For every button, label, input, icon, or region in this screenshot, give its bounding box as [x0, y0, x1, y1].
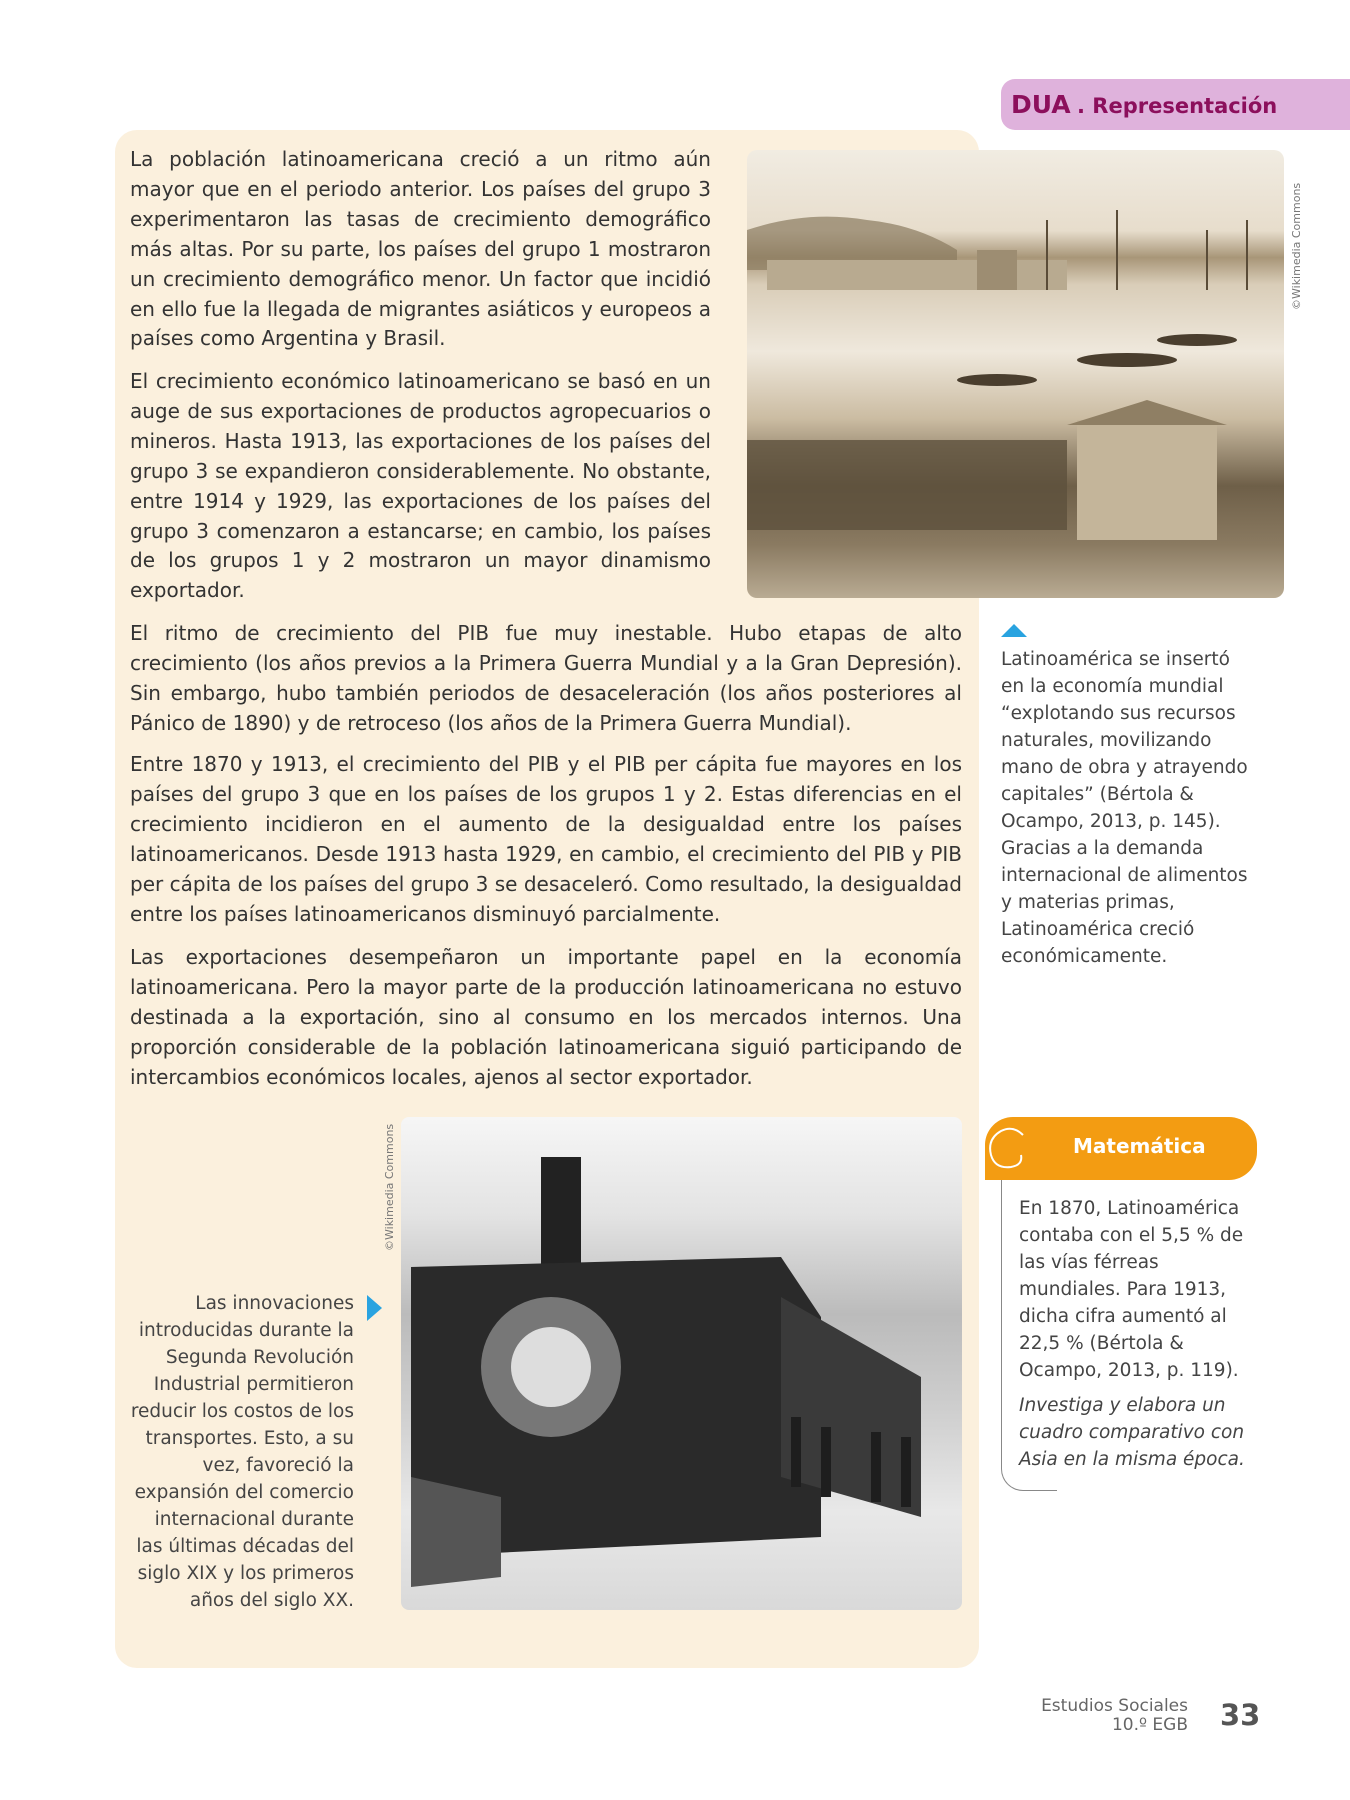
matematica-title: Matemática — [1073, 1134, 1206, 1158]
footer-subject: Estudios Sociales — [1041, 1696, 1188, 1716]
dua-label: DUA — [1011, 90, 1071, 119]
paragraph-1: La población latinoamericana creció a un ritmo aún mayor que en el periodo anterior. Los países del grupo 3 experimentaron las tasas de crecimiento demográfico más altas. Por su parte, los países del grupo 1 mostraron un crecimiento demográfico menor. Un factor que incidió en ello fue la llegada de migrantes asiáticos y europeos a países como Argentina y Brasil. — [130, 147, 711, 351]
paragraph-5: Las exportaciones desempeñaron un importante papel en la economía latinoamericana. Pero la mayor parte de la producción latinoamericana no estuvo destinada a la exportación, sino al consumo en los mercados internos. Una proporción considerable de la población latinoamericana siguió participando de intercambios económicos locales, ajenos al sector exportador. — [130, 945, 962, 1089]
footer-book — [980, 1697, 1188, 1735]
matematica-body: En 1870, Latinoamérica contaba con el 5,5 % de las vías férreas mundiales. Para 1913, dicha cifra aumentó al 22,5 % (Bértola & Ocampo, 2013, p. 119). — [1019, 1198, 1244, 1381]
triangle-right-icon — [367, 1295, 382, 1321]
train-caption: Las innovaciones introducidas durante la Segunda Revolución Industrial permitieron reducir los costos de los transportes. Esto, a su vez, favoreció la expansión del comercio internacional durante las últimas décadas del siglo XIX y los primeros años del siglo XX. — [130, 1293, 354, 1611]
harbor-photo — [747, 150, 1284, 598]
math-connector-icon — [983, 1125, 1033, 1175]
footer-grade: 10.º EGB — [1111, 1715, 1188, 1735]
train-photo — [401, 1117, 962, 1610]
page-number: 33 — [1220, 1698, 1261, 1732]
matematica-task: Investiga y elabora un cuadro comparativo con Asia en la misma época. — [1019, 1395, 1245, 1470]
paragraph-4: Entre 1870 y 1913, el crecimiento del PIB y el PIB per cápita fue mayores en los países del grupo 3 que en los países de los grupos 1 y 2. Estas diferencias en el crecimiento incidieron en el aumento de la desigualdad entre los países latinoamericanos. Desde 1913 hasta 1929, en cambio, el crecimiento del PIB y PIB per cápita de los países del grupo 3 se desaceleró. Como resultado, la desigualdad entre los países latinoamericanos disminuyó parcialmente. — [130, 752, 962, 926]
triangle-up-icon — [1001, 624, 1027, 638]
harbor-caption: Latinoamérica se insertó en la economía mundial “explotando sus recursos naturales, movilizando mano de obra y atrayendo capitales” (Bértola & Ocampo, 2013, p. 145). Gracias a la demanda internacional de alimentos y materias primas, Latinoamérica creció económicamente. — [1001, 649, 1248, 967]
dua-subtitle: . Representación — [1077, 94, 1278, 118]
matematica-header — [985, 1117, 1257, 1180]
paragraph-3: El ritmo de crecimiento del PIB fue muy inestable. Hubo etapas de alto crecimiento (los años previos a la Primera Guerra Mundial y a la Gran Depresión). Sin embargo, hubo también periodos de desaceleración (los años posteriores al Pánico de 1890) y de retroceso (los años de la Primera Guerra Mundial). — [130, 621, 962, 735]
train-photo-credit: ©Wikimedia Commons — [383, 1123, 396, 1251]
harbor-photo-credit: ©Wikimedia Commons — [1290, 182, 1303, 310]
paragraph-2: El crecimiento económico latinoamericano se basó en un auge de sus exportaciones de productos agropecuarios o mineros. Hasta 1913, las exportaciones de los países del grupo 3 se expandieron considerablemente. No obstante, entre 1914 y 1929, las exportaciones de los países del grupo 3 comenzaron a estancarse; en cambio, los países de los grupos 1 y 2 mostraron un mayor dinamismo exportador. — [130, 369, 711, 603]
dua-banner — [1001, 79, 1350, 130]
